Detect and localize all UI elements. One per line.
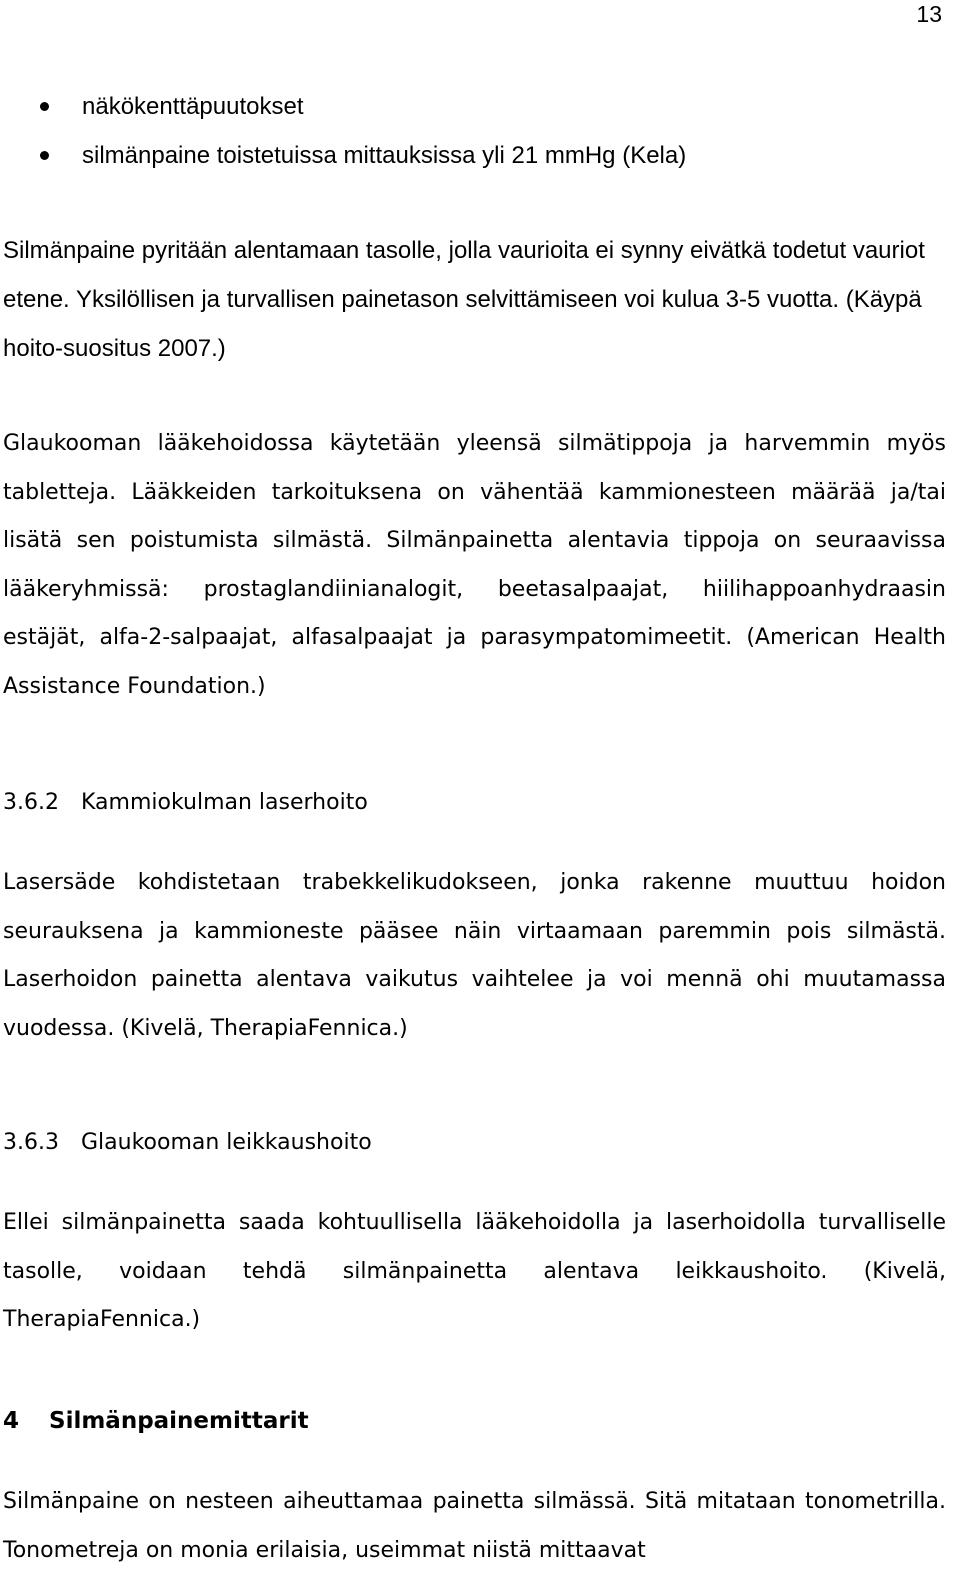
list-item-text: silmänpaine toistetuissa mittauksissa yli 21 mmHg (Kela) bbox=[82, 142, 687, 169]
bullet-icon bbox=[40, 102, 49, 111]
paragraph-surgery: Ellei silmänpainetta saada kohtuullisella lääkehoidolla ja laserhoidolla turvalliselle tasolle, voidaan tehdä silmänpainetta alentava leikkaushoito. (Kivelä, TherapiaFennica.) bbox=[3, 1210, 946, 1332]
list-item bbox=[0, 131, 960, 180]
chapter-number: 4 bbox=[3, 1408, 20, 1434]
section-heading-3-6-3 bbox=[3, 1128, 946, 1158]
section-title: Glaukooman leikkaushoito bbox=[81, 1130, 372, 1155]
bullet-list bbox=[0, 82, 960, 180]
section-number: 3.6.2 bbox=[3, 790, 59, 815]
list-item-text: näkökenttäpuutokset bbox=[82, 93, 304, 120]
list-item bbox=[0, 82, 960, 131]
section-heading-3-6-2 bbox=[3, 788, 946, 818]
bullet-icon bbox=[40, 151, 49, 160]
section-title: Kammiokulman laserhoito bbox=[81, 790, 368, 815]
chapter-heading-4 bbox=[3, 1406, 946, 1436]
section-number: 3.6.3 bbox=[3, 1130, 59, 1155]
page-number: 13 bbox=[916, 1, 942, 27]
paragraph-intraocular-pressure-goal: Silmänpaine pyritään alentamaan tasolle, jolla vaurioita ei synny eivätkä todetut vauriot etene. Yksilöllisen ja turvallisen painetason selvittämiseen voi kulua 3-5 vuotta. (Käypä hoito-suositus 2007.) bbox=[3, 237, 925, 362]
paragraph-laser-treatment: Lasersäde kohdistetaan trabekkelikudokseen, jonka rakenne muuttuu hoidon seurauksena ja kammioneste pääsee näin virtaamaan paremmin pois silmästä. Laserhoidon painetta alentava vaikutus vaihtelee ja voi mennä ohi muutamassa vuodessa. (Kivelä, TherapiaFennica.) bbox=[3, 870, 946, 1041]
chapter-title: Silmänpainemittarit bbox=[49, 1408, 309, 1434]
paragraph-medication: Glaukooman lääkehoidossa käytetään yleensä silmätippoja ja harvemmin myös tabletteja. Lääkkeiden tarkoituksena on vähentää kammionesteen määrää ja/tai lisätä sen poistumista silmästä. Silmänpainetta alentavia tippoja on seuraavissa lääkeryhmissä: prostaglandiinianalogit, beetasalpaajat, hiilihappoanhydraasin estäjät, alfa-2-salpaajat, alfasalpaajat ja parasympatomimeetit. (American Health Assistance Foundation.) bbox=[3, 431, 946, 699]
paragraph-tonometry: Silmänpaine on nesteen aiheuttamaa painetta silmässä. Sitä mitataan tonometrilla. Tonometreja on monia erilaisia, useimmat niistä mittaavat bbox=[3, 1489, 946, 1563]
